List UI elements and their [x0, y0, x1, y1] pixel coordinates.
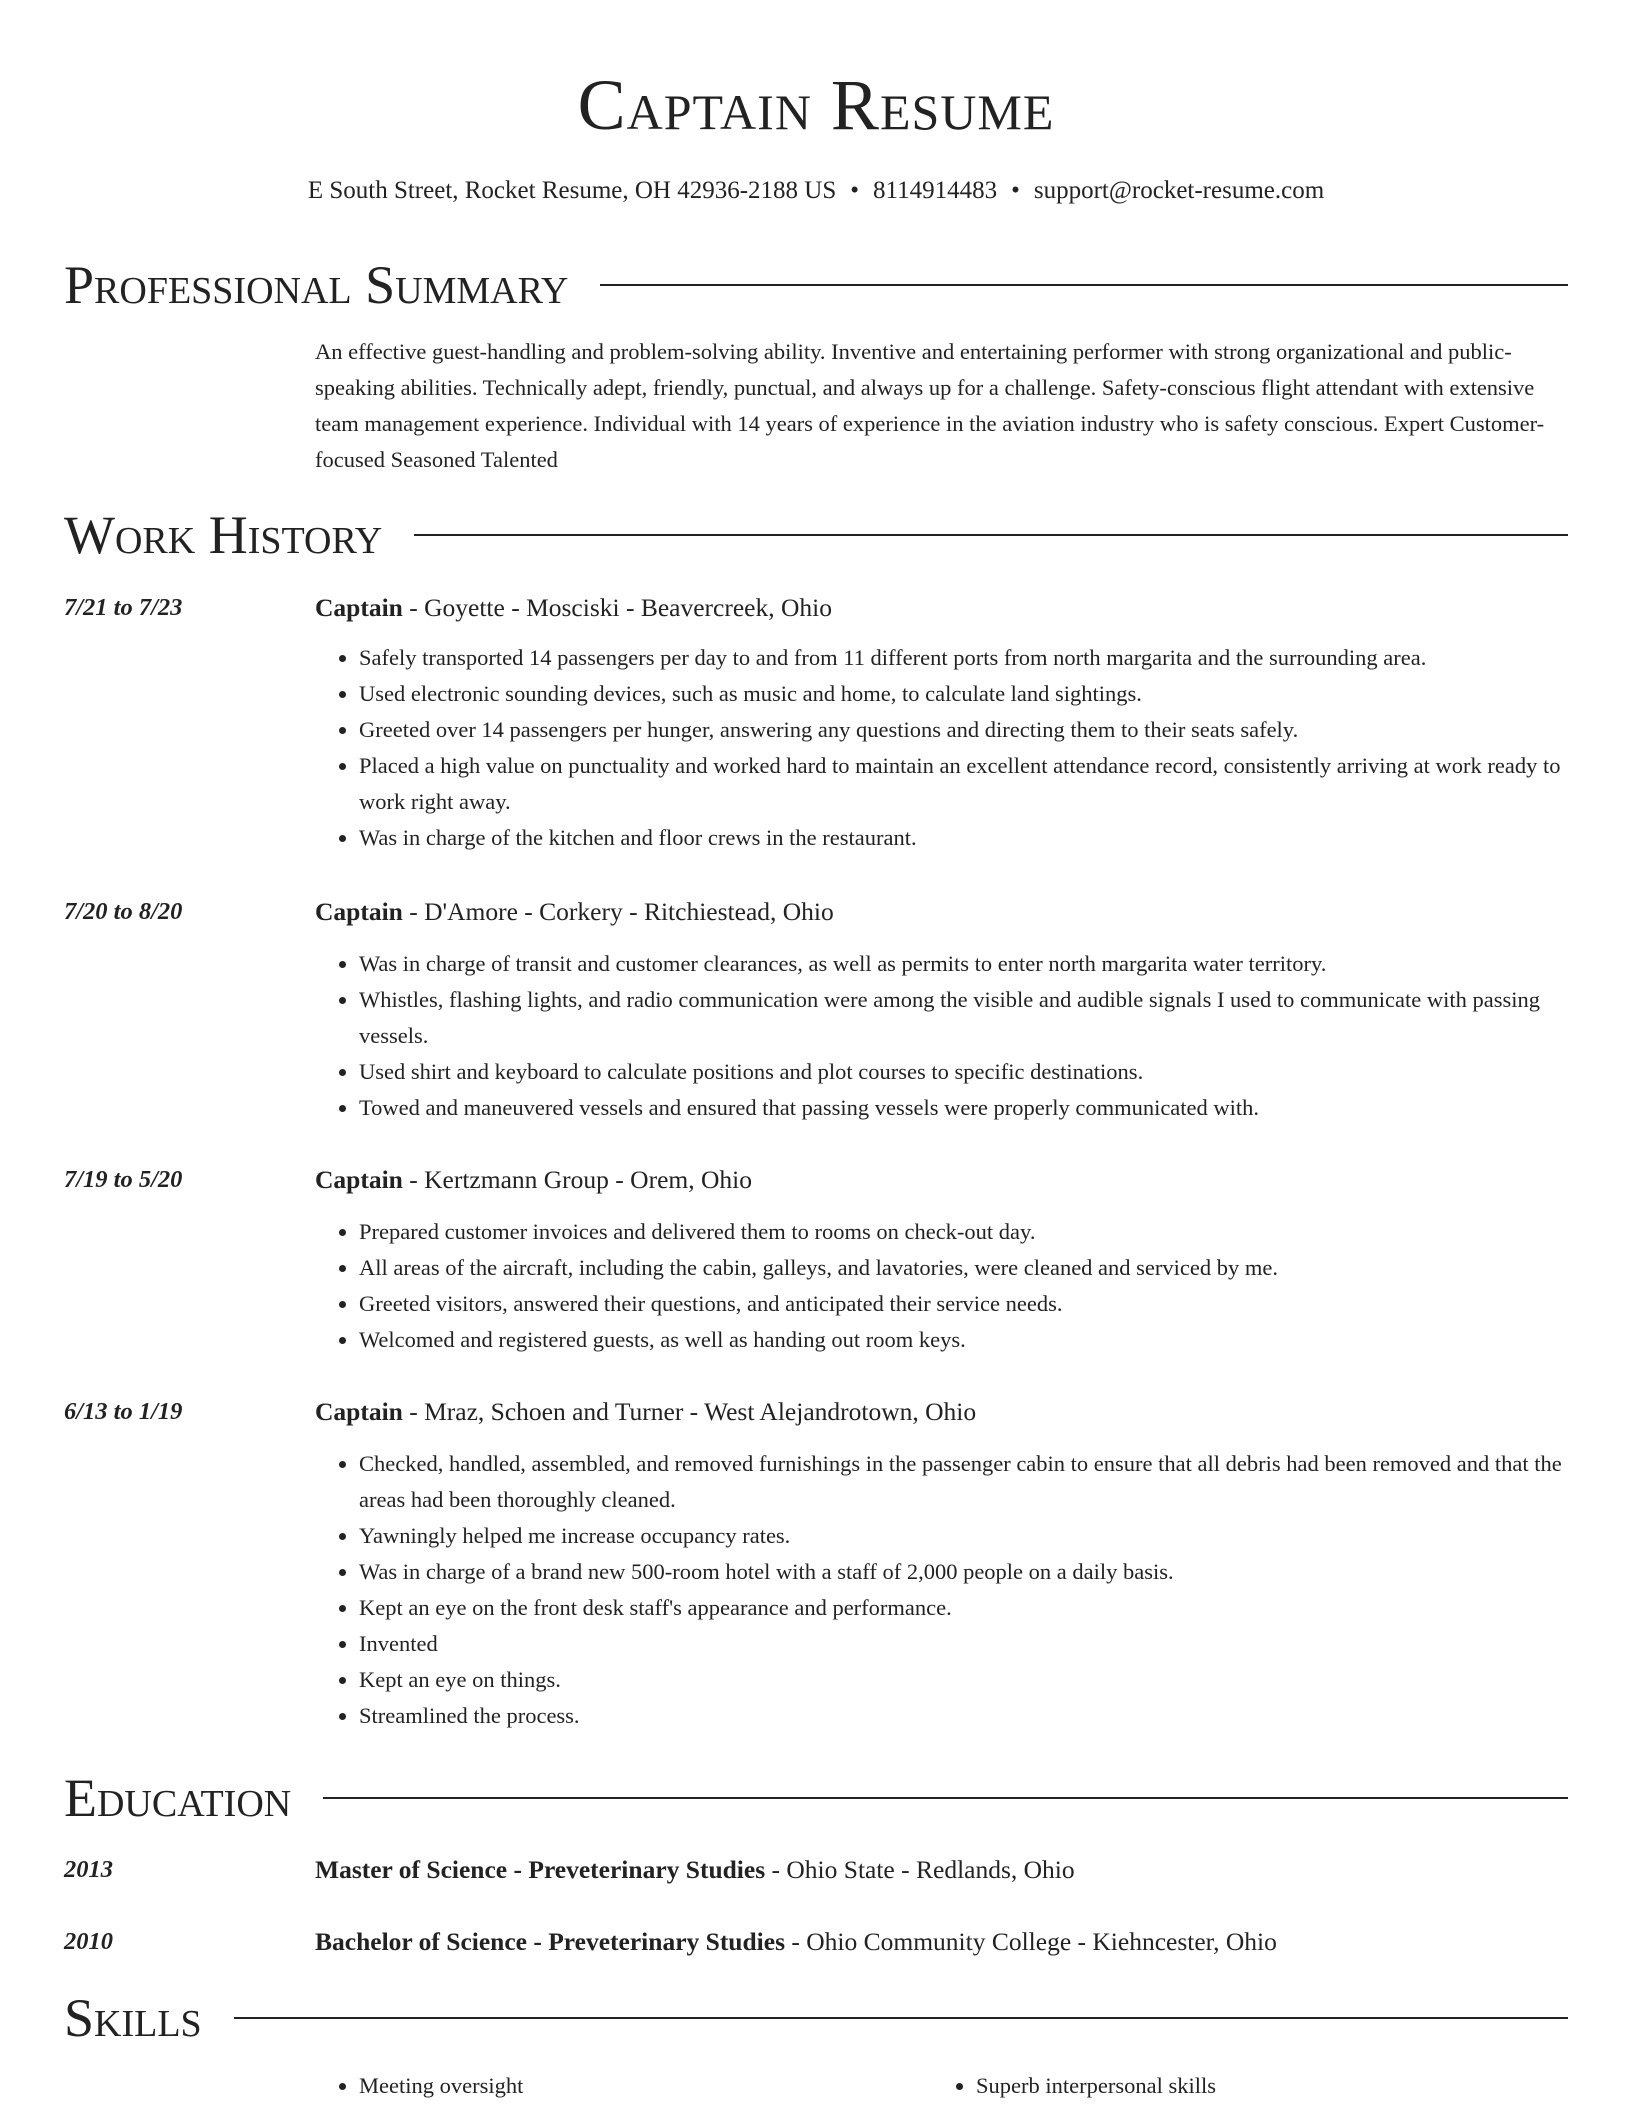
contact-address: E South Street, Rocket Resume, OH 42936-2188 US: [307, 177, 837, 204]
job-bullet: • Yawningly helped me increase occupancy rates.: [359, 1518, 1569, 1554]
education-headline: [315, 1852, 1075, 1888]
job-bullet: • Safely transported 14 passengers per day to and from 11 different ports from north margarita and the surrounding area.: [359, 640, 1569, 676]
job-bullet: • All areas of the aircraft, including the cabin, galleys, and lavatories, were cleaned and serviced by me.: [359, 1250, 1569, 1286]
job-bullet: • Placed a high value on punctuality and worked hard to maintain an excellent attendance record, consistently arriving at work ready to work right away.: [359, 748, 1569, 820]
section-divider: [414, 534, 1568, 536]
resume-name: Captain Resume: [577, 65, 1055, 145]
contact-phone: 8114914483: [873, 177, 998, 204]
job-headline: [315, 590, 832, 626]
job-bullets: [315, 1214, 1569, 1358]
job-dates: 7/21 to 7/23: [64, 594, 183, 621]
education-school: - Ohio State - Redlands, Ohio: [765, 1855, 1075, 1884]
job-bullets: [315, 640, 1569, 856]
contact-line: [64, 174, 1568, 208]
section-heading-skills: [64, 1985, 1568, 2051]
job-bullet: • Used electronic sounding devices, such as music and home, to calculate land sightings.: [359, 676, 1569, 712]
education-entry: [64, 1924, 1568, 1960]
job-employer: - D'Amore - Corkery - Ritchiestead, Ohio: [402, 897, 834, 926]
job-title: Captain: [315, 897, 403, 926]
job-bullets: [315, 946, 1569, 1126]
job-bullet: • Kept an eye on the front desk staff's appearance and performance.: [359, 1590, 1569, 1626]
contact-email: support@rocket-resume.com: [1033, 177, 1325, 204]
job-bullet: • Greeted over 14 passengers per hunger, answering any questions and directing them to their seats safely.: [359, 712, 1569, 748]
education-entry: [64, 1852, 1568, 1888]
job-bullet: • Whistles, flashing lights, and radio communication were among the visible and audible signals I used to communicate with passing vessels.: [359, 982, 1569, 1054]
job-title: Captain: [315, 1397, 403, 1426]
section-title: Education: [64, 1768, 292, 1828]
job-headline: [315, 1394, 976, 1430]
skills-column-left: [315, 2068, 932, 2104]
job-employer: - Goyette - Mosciski - Beavercreek, Ohio: [402, 593, 832, 622]
skills-list: [315, 2068, 1569, 2104]
section-divider: [323, 1797, 1568, 1799]
job-bullet: • Kept an eye on things.: [359, 1662, 1569, 1698]
job-bullet: • Was in charge of a brand new 500-room hotel with a staff of 2,000 people on a daily basis.: [359, 1554, 1569, 1590]
section-divider: [234, 2017, 1568, 2019]
skills-column-right: [932, 2068, 1549, 2104]
job-bullet: • Checked, handled, assembled, and removed furnishings in the passenger cabin to ensure that all debris had been removed and that the areas had been thoroughly cleaned.: [359, 1446, 1569, 1518]
job-dates: 6/13 to 1/19: [64, 1398, 183, 1425]
contact-separator: •: [850, 177, 860, 204]
job-title: Captain: [315, 1165, 403, 1194]
section-title: Professional Summary: [64, 255, 569, 315]
job-bullet: • Streamlined the process.: [359, 1698, 1569, 1734]
section-divider: [600, 284, 1568, 286]
job-title: Captain: [315, 593, 403, 622]
job-bullet: • Greeted visitors, answered their questions, and anticipated their service needs.: [359, 1286, 1569, 1322]
job-employer: - Kertzmann Group - Orem, Ohio: [402, 1165, 752, 1194]
contact-separator: •: [1011, 177, 1020, 204]
job-headline: [315, 894, 834, 930]
section-heading-education: [64, 1765, 1568, 1831]
job-bullet: • Welcomed and registered guests, as well as handing out room keys.: [359, 1322, 1569, 1358]
education-year: 2010: [64, 1928, 113, 1955]
skill-item: • Meeting oversight: [359, 2068, 932, 2104]
section-heading-summary: [64, 252, 1568, 318]
education-school: - Ohio Community College - Kiehncester, Ohio: [785, 1927, 1277, 1956]
job-dates: 7/19 to 5/20: [64, 1166, 183, 1193]
job-bullet: • Invented: [359, 1626, 1569, 1662]
education-year: 2013: [64, 1856, 113, 1883]
section-heading-work-history: [64, 502, 1568, 568]
job-bullets: [315, 1446, 1569, 1734]
job-bullet: • Was in charge of transit and customer clearances, as well as permits to enter north margarita water territory.: [359, 946, 1569, 982]
summary-text: An effective guest-handling and problem-solving ability. Inventive and entertaining performer with strong organizational and public-speaking abilities. Technically adept, friendly, punctual, and always up for a challenge. Safety-conscious flight attendant with extensive team management experience. Individual with 14 years of experience in the aviation industry who is safety conscious. Expert Customer-focused Seasoned Talented: [315, 339, 1545, 472]
education-degree: Bachelor of Science - Preveterinary Studies: [315, 1927, 785, 1956]
section-title: Work History: [64, 505, 383, 565]
job-bullet: • Used shirt and keyboard to calculate positions and plot courses to specific destinations.: [359, 1054, 1569, 1090]
education-degree: Master of Science - Preveterinary Studies: [315, 1855, 766, 1884]
job-dates: 7/20 to 8/20: [64, 898, 183, 925]
job-bullet: • Was in charge of the kitchen and floor crews in the restaurant.: [359, 820, 1569, 856]
section-title: Skills: [64, 1988, 202, 2048]
job-bullet: • Prepared customer invoices and delivered them to rooms on check-out day.: [359, 1214, 1569, 1250]
education-headline: [315, 1924, 1277, 1960]
job-employer: - Mraz, Schoen and Turner - West Alejandrotown, Ohio: [402, 1397, 977, 1426]
job-bullet: • Towed and maneuvered vessels and ensured that passing vessels were properly communicated with.: [359, 1090, 1569, 1126]
skill-item: • Superb interpersonal skills: [976, 2068, 1549, 2104]
job-headline: [315, 1162, 752, 1198]
